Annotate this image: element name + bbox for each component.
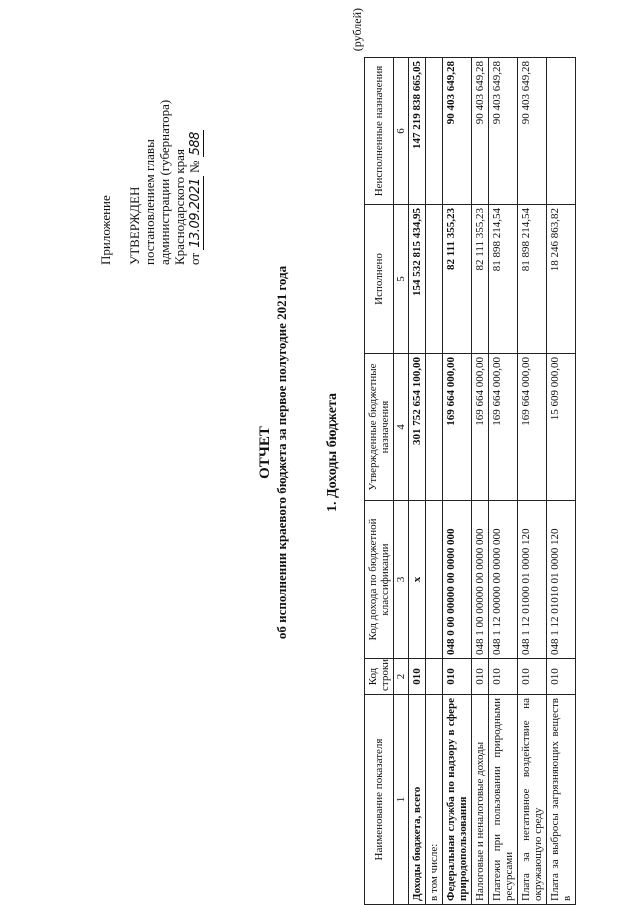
header-approved: Утвержденные бюджетные назначения bbox=[365, 354, 394, 501]
cell-approved: 169 664 000,00 bbox=[518, 354, 547, 501]
header-executed: Исполнено bbox=[365, 205, 394, 354]
cell-code: 048 1 12 01010 01 0000 120 bbox=[547, 501, 576, 659]
cell-executed: 81 898 214,54 bbox=[518, 205, 547, 354]
report-subtitle: об исполнении краевого бюджета за первое полугодие 2021 года bbox=[274, 265, 289, 640]
cell-code: 048 1 12 00000 00 0000 000 bbox=[489, 501, 518, 659]
cell-executed: 82 111 355,23 bbox=[443, 205, 472, 354]
cell-executed bbox=[426, 205, 443, 354]
table-row-total bbox=[409, 58, 426, 905]
income-table bbox=[364, 57, 576, 905]
column-number: 2 bbox=[394, 659, 409, 695]
cell-code: x bbox=[409, 501, 426, 659]
cell-approved bbox=[426, 354, 443, 501]
report-title: ОТЧЕТ bbox=[257, 426, 273, 479]
cell-unexecuted: 90 403 649,28 bbox=[443, 58, 472, 205]
cell-line: 010 bbox=[409, 659, 426, 695]
units-label: (рублей) bbox=[350, 8, 364, 52]
cell-name: в том числе: bbox=[426, 695, 443, 905]
table-row bbox=[443, 58, 472, 905]
cell-code: 048 1 12 01000 01 0000 120 bbox=[518, 501, 547, 659]
cell-unexecuted: 147 219 838 665,05 bbox=[409, 58, 426, 205]
column-number-row bbox=[394, 58, 409, 905]
cell-name: Федеральная служба по надзору в сфере природопользования bbox=[443, 695, 472, 905]
cell-name: Доходы бюджета, всего bbox=[409, 695, 426, 905]
table-row bbox=[518, 58, 547, 905]
cell-unexecuted: 90 403 649,28 bbox=[489, 58, 518, 205]
cell-unexecuted bbox=[426, 58, 443, 205]
approval-line-1: постановлением главы bbox=[142, 139, 157, 265]
cell-unexecuted: 90 403 649,28 bbox=[518, 58, 547, 205]
column-number: 1 bbox=[394, 695, 409, 905]
table-row bbox=[426, 58, 443, 905]
cell-line bbox=[426, 659, 443, 695]
column-number: 3 bbox=[394, 501, 409, 659]
cell-executed: 81 898 214,54 bbox=[489, 205, 518, 354]
cell-executed: 82 111 355,23 bbox=[472, 205, 489, 354]
cell-name: Плата за выбросы загрязняющих веществ в bbox=[547, 695, 576, 905]
cell-approved: 169 664 000,00 bbox=[489, 354, 518, 501]
column-number: 4 bbox=[394, 354, 409, 501]
table-header-row bbox=[365, 58, 394, 905]
appendix-label: Приложение bbox=[98, 195, 113, 265]
cell-code: 048 0 00 00000 00 0000 000 bbox=[443, 501, 472, 659]
cell-executed: 18 246 863,82 bbox=[547, 205, 576, 354]
table-row bbox=[547, 58, 576, 905]
header-unexecuted: Неисполненные назначения bbox=[365, 58, 394, 205]
section-title: 1. Доходы бюджета bbox=[325, 392, 340, 513]
approval-line-3: Краснодарского края bbox=[172, 149, 187, 265]
date-prefix: от bbox=[187, 252, 202, 265]
table-row bbox=[472, 58, 489, 905]
column-number: 6 bbox=[394, 58, 409, 205]
approval-date-line bbox=[187, 15, 204, 265]
approved-label: УТВЕРЖДЕН bbox=[127, 186, 142, 265]
handwritten-number: 588 bbox=[188, 132, 203, 156]
header-line-code: Код строки bbox=[365, 659, 394, 695]
cell-approved: 301 752 654 100,00 bbox=[409, 354, 426, 501]
cell-unexecuted bbox=[547, 58, 576, 205]
number-prefix: № bbox=[187, 160, 202, 174]
column-number: 5 bbox=[394, 205, 409, 354]
table-row bbox=[489, 58, 518, 905]
cell-line: 010 bbox=[472, 659, 489, 695]
header-income-code: Код дохода по бюджетной классификации bbox=[365, 501, 394, 659]
handwritten-date: 13.09.2021 bbox=[188, 178, 203, 248]
cell-line: 010 bbox=[518, 659, 547, 695]
cell-unexecuted: 90 403 649,28 bbox=[472, 58, 489, 205]
cell-approved: 15 609 000,00 bbox=[547, 354, 576, 501]
approval-block bbox=[98, 15, 204, 265]
cell-line: 010 bbox=[443, 659, 472, 695]
cell-code bbox=[426, 501, 443, 659]
cell-approved: 169 664 000,00 bbox=[472, 354, 489, 501]
cell-line: 010 bbox=[489, 659, 518, 695]
report-title-block bbox=[256, 0, 290, 905]
cell-approved: 169 664 000,00 bbox=[443, 354, 472, 501]
approval-line-2: администрации (губернатора) bbox=[157, 99, 172, 265]
cell-executed: 154 532 815 434,95 bbox=[409, 205, 426, 354]
cell-name: Налоговые и неналоговые доходы bbox=[472, 695, 489, 905]
cell-code: 048 1 00 00000 00 0000 000 bbox=[472, 501, 489, 659]
cell-line: 010 bbox=[547, 659, 576, 695]
cell-name: Плата за негативное воздействие на окружающую среду bbox=[518, 695, 547, 905]
cell-name: Платежи при пользовании природными ресурсами bbox=[489, 695, 518, 905]
header-indicator-name: Наименование показателя bbox=[365, 695, 394, 905]
